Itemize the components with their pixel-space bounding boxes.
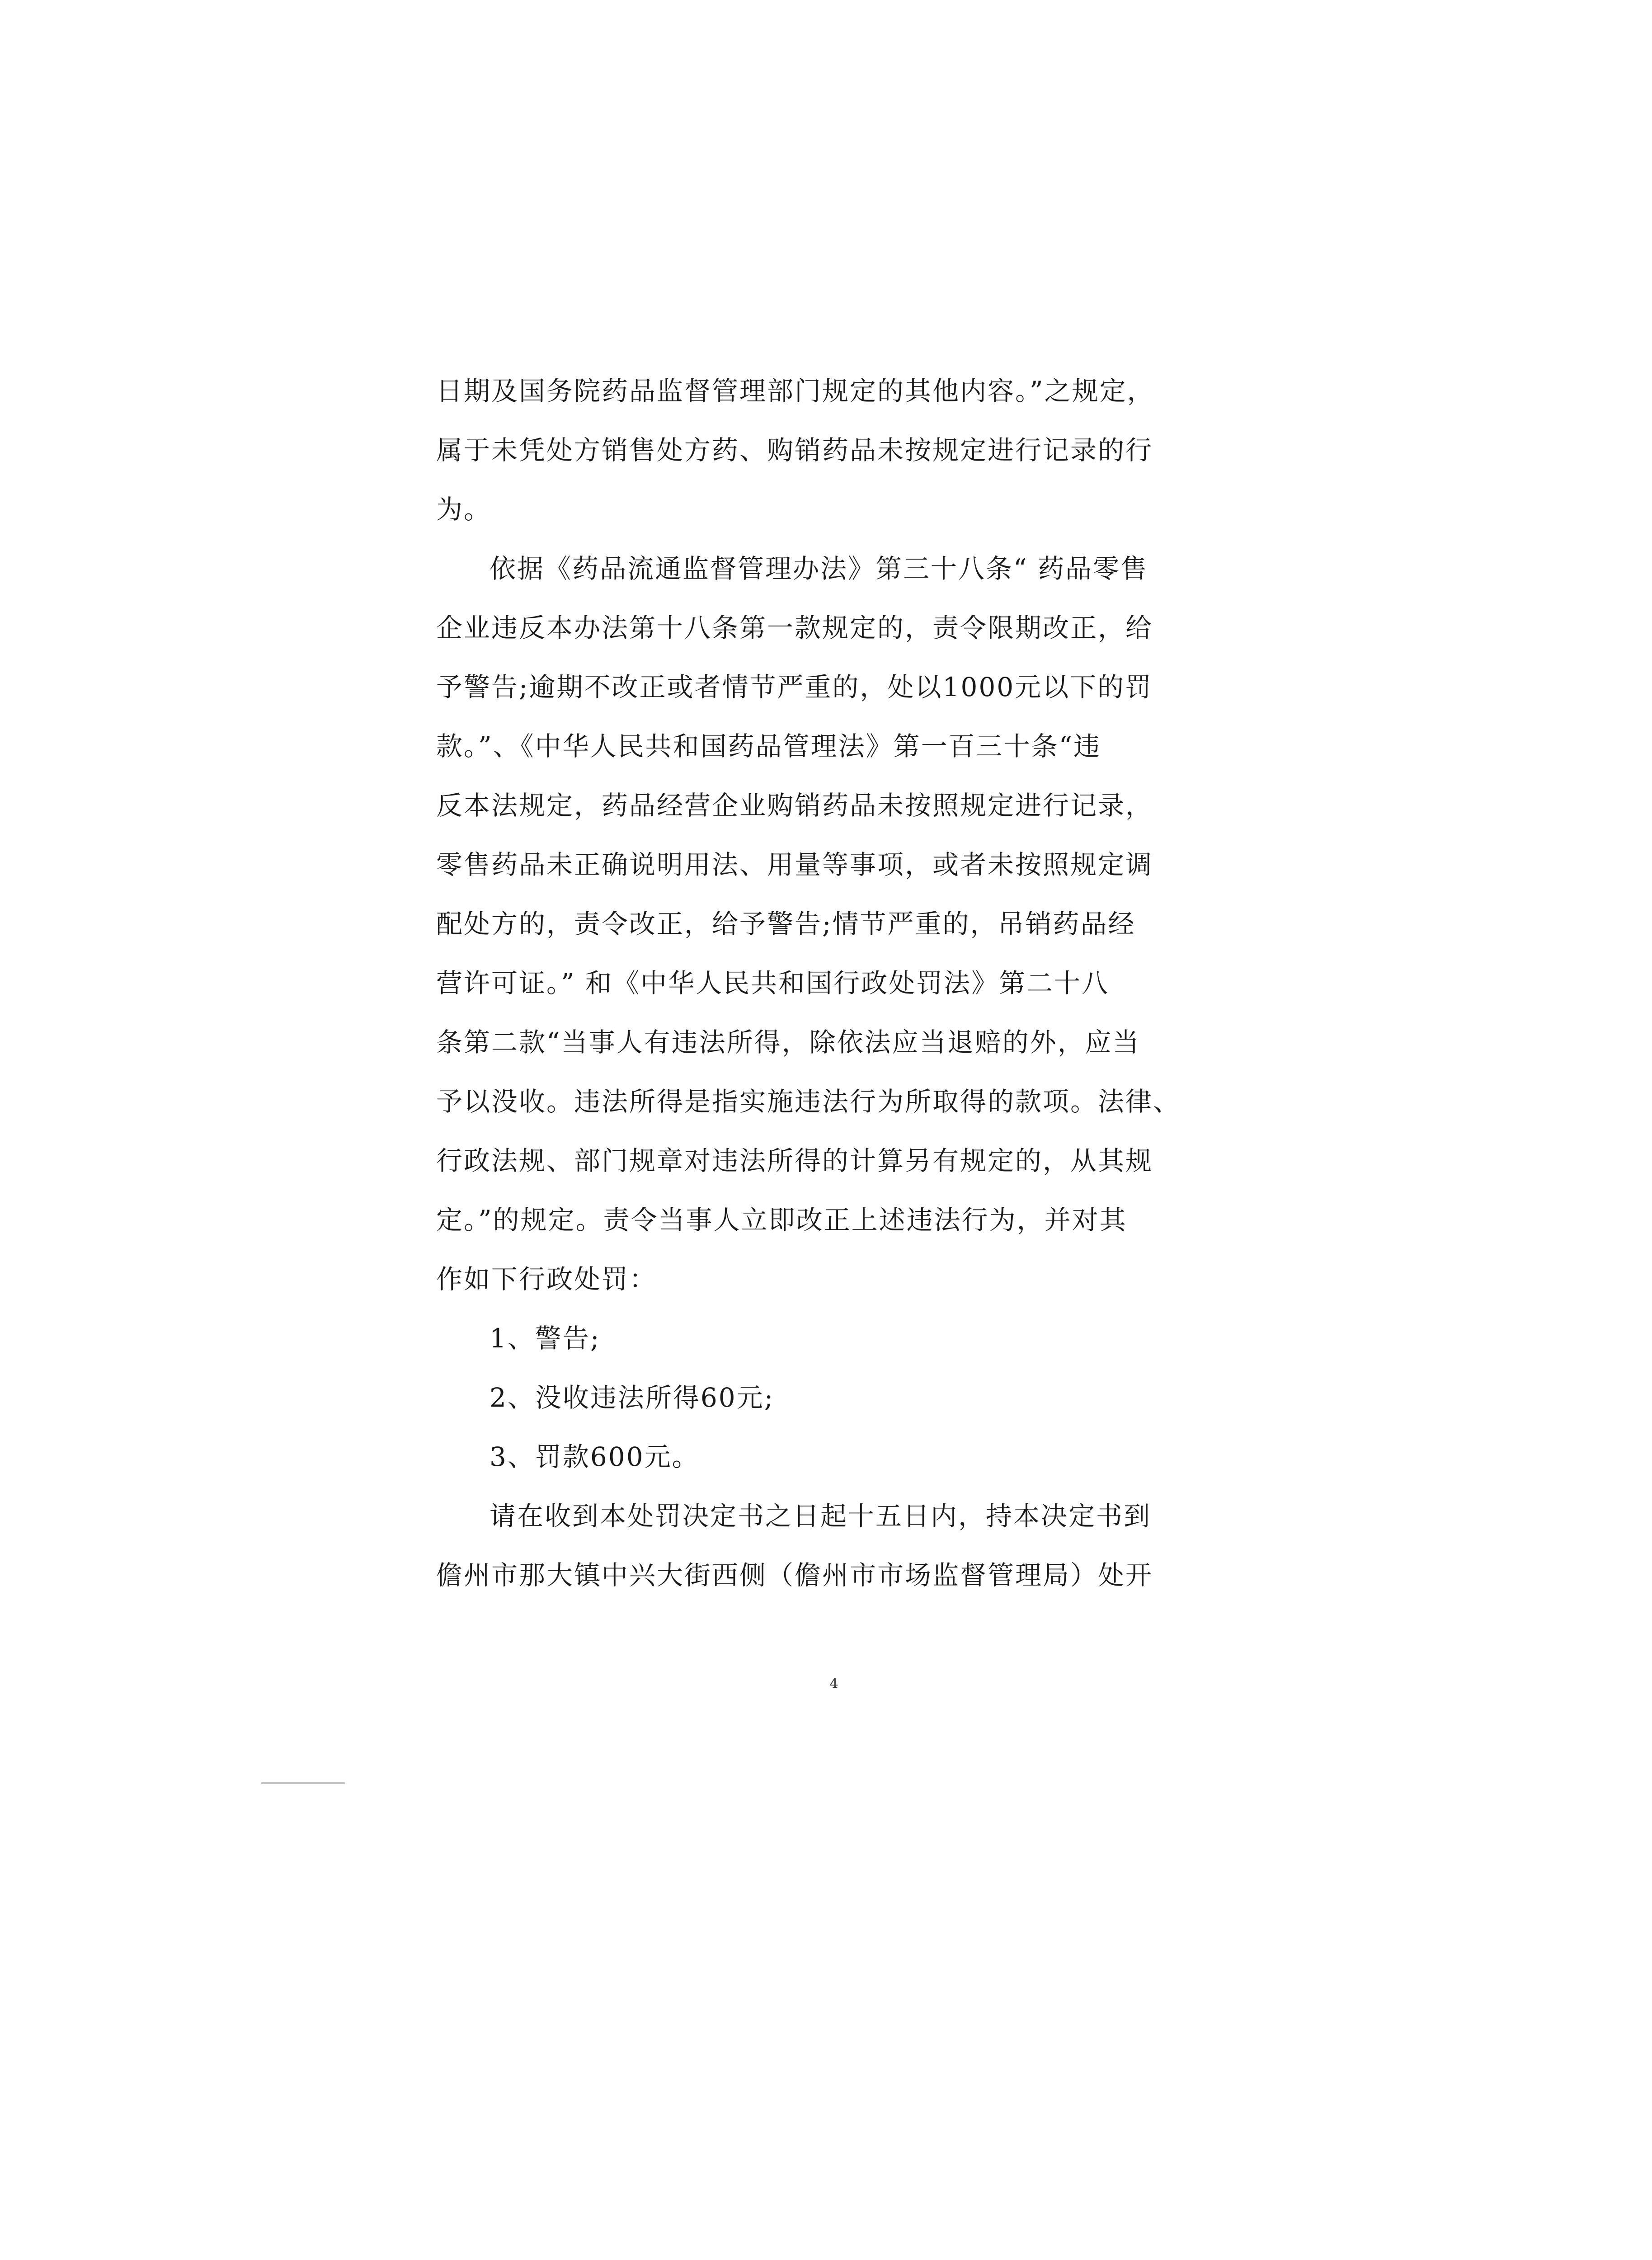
text-line: 为。 (436, 494, 492, 525)
scan-artifact-line (261, 1782, 345, 1784)
page-number: 4 (829, 1676, 838, 1692)
text-line: 日期及国务院药品监督管理部门规定的其他内容。”之规定， (436, 376, 1155, 406)
text-line: 定。”的规定。责令当事人立即改正上述违法行为，并对其 (436, 1205, 1127, 1235)
text-line: 零售药品未正确说明用法、用量等事项，或者未按照规定调 (436, 849, 1153, 880)
penalty-item: 3、罚款600元。 (489, 1441, 700, 1472)
text-line: 款。”、《中华人民共和国药品管理法》第一百三十条“违 (436, 731, 1101, 762)
text-line: 行政法规、部门规章对违法所得的计算另有规定的，从其规 (436, 1145, 1153, 1176)
text-line: 请在收到本处罚决定书之日起十五日内，持本决定书到 (489, 1501, 1152, 1531)
text-line: 反本法规定，药品经营企业购销药品未按照规定进行记录， (436, 790, 1153, 821)
text-line: 营许可证。” 和《中华人民共和国行政处罚法》第二十八 (436, 968, 1110, 998)
text-line: 作如下行政处罚： (436, 1264, 657, 1295)
text-line: 依据《药品流通监督管理办法》第三十八条“ 药品零售 (489, 553, 1148, 584)
text-line: 予以没收。违法所得是指实施违法行为所取得的款项。法律、 (436, 1086, 1181, 1117)
text-line: 属于未凭处方销售处方药、购销药品未按规定进行记录的行 (436, 435, 1153, 466)
text-line: 予警告;逾期不改正或者情节严重的，处以1000元以下的罚 (436, 672, 1153, 702)
document-body (436, 362, 1227, 1605)
text-line: 儋州市那大镇中兴大街西侧（儋州市市场监督管理局）处开 (436, 1560, 1153, 1591)
text-line: 配处方的，责令改正，给予警告;情节严重的，吊销药品经 (436, 909, 1136, 939)
penalty-item: 2、没收违法所得60元; (489, 1382, 775, 1413)
text-line: 条第二款“当事人有违法所得，除依法应当退赔的外，应当 (436, 1027, 1140, 1058)
penalty-item: 1、警告; (489, 1323, 601, 1354)
text-line: 企业违反本办法第十八条第一款规定的，责令限期改正，给 (436, 612, 1153, 643)
